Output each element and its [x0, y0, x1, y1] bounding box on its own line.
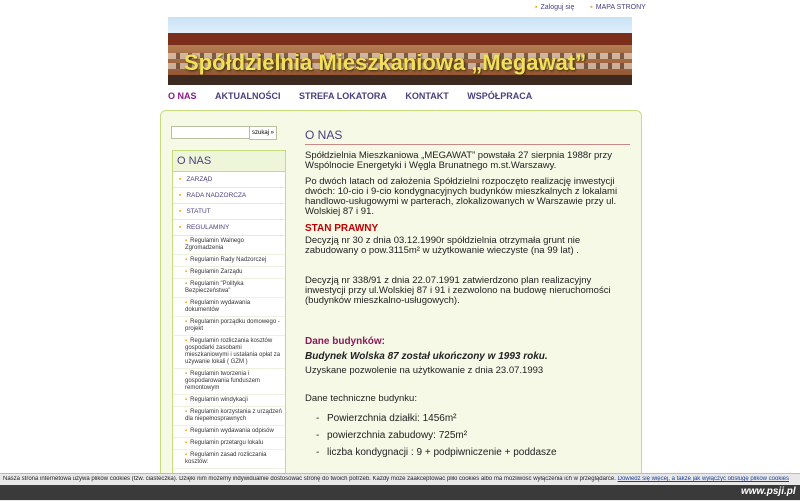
nav-item-kontakt[interactable]: KONTAKT [405, 91, 449, 101]
bullet-icon: ▪ [185, 428, 188, 434]
sidebar-subitem[interactable] [173, 426, 285, 438]
cookie-message: Nasza strona internetowa używa plików cookies (tzw. ciasteczka). Dzięki nim możemy indywidualnie dostosować stronę do twoich potrzeb. Każdy może zaakceptować pliki cookies albo ma możliwość wyłączenia ich w przeglądarce. [3, 476, 616, 482]
buildings-heading: Dane budynków: [305, 336, 386, 347]
nav-item-wspolpraca[interactable]: WSPÓŁPRACA [467, 91, 533, 101]
sidebar-item-label[interactable]: ZARZĄD [186, 176, 213, 183]
watermark-text: www.psji.pl [741, 486, 796, 497]
nav-item-strefa-lokatora[interactable]: STREFA LOKATORA [299, 91, 387, 101]
site-title: Spółdzielnia Mieszkaniowa „Megawat” [184, 50, 587, 75]
header-banner [168, 17, 632, 85]
sidebar [172, 150, 286, 482]
content-area [305, 128, 630, 461]
sidebar-subitem-label[interactable]: Regulamin wydawania odpisów [190, 428, 274, 434]
sidebar-subitem[interactable] [173, 336, 285, 369]
bullet-icon: ▪ [590, 4, 593, 11]
sidebar-subitem[interactable] [173, 438, 285, 450]
tech-list [305, 410, 630, 461]
sidebar-subitem-label[interactable]: Regulamin zasad rozliczania kosztów: [185, 452, 267, 465]
sidebar-subitem-label[interactable]: Regulamin rozliczania kosztów gospodarki zasobami mieszkaniowymi i ustalania opłat za używanie lokali ( GZM ) [185, 338, 281, 365]
bullet-icon: ▪ [179, 224, 182, 231]
sidebar-subitem[interactable] [173, 407, 285, 426]
watermark-bar [0, 485, 800, 500]
sidebar-subitem-label[interactable]: Regulamin korzystania z urządzeń dla niepełnosprawnych [185, 409, 282, 422]
bullet-icon: ▪ [185, 452, 188, 458]
sidebar-subitem[interactable] [173, 450, 285, 469]
permit-line: Uzyskane pozwolenie na użytkowanie z dnia 23.07.1993 [305, 365, 544, 376]
sidebar-subitem[interactable] [173, 279, 285, 298]
tech-heading: Dane techniczne budynku: [305, 393, 417, 404]
search-input[interactable] [171, 126, 251, 139]
bullet-icon: ▪ [185, 319, 188, 325]
legal-heading: STAN PRAWNY [305, 223, 379, 234]
tech-item: - powierzchnia zabudowy: 725m² [305, 427, 630, 444]
bullet-icon: ▪ [185, 338, 188, 344]
sitemap-link[interactable] [590, 4, 646, 11]
bullet-icon: ▪ [179, 208, 182, 215]
decision-paragraph-2: Decyzją nr 338/91 z dnia 22.07.1991 zatwierdzono plan realizacyjny inwestycji przy ul.Wolskiej 87 i 91 i zezwolono na budowę nieruchomości (budynków mieszkalno-usługowych). [305, 275, 611, 306]
intro-paragraph: Spółdzielnia Mieszkaniowa „MEGAWAT” powstała 27 sierpnia 1988r przy Wspólnocie Energetyki i Węgla Brunatnego m.st.Warszawy. [305, 150, 612, 171]
bullet-icon: ▪ [185, 269, 188, 275]
sidebar-subitem-label[interactable]: Regulamin Zarządu [190, 269, 243, 275]
sidebar-subitem-label[interactable]: Regulamin wydawania dokumentów [185, 300, 251, 313]
sidebar-subitem[interactable] [173, 369, 285, 395]
bullet-icon: ▪ [185, 300, 188, 306]
sidebar-item-label[interactable]: RADA NADZORCZA [186, 192, 247, 199]
login-link-label[interactable]: Zaloguj się [540, 4, 575, 11]
page-title: O NAS [305, 128, 630, 145]
top-links [535, 4, 660, 11]
sitemap-link-label[interactable]: MAPA STRONY [595, 4, 646, 11]
sidebar-subitem[interactable] [173, 267, 285, 279]
bullet-icon: ▪ [185, 281, 188, 287]
login-link[interactable] [535, 4, 574, 11]
main-nav [168, 91, 548, 101]
sidebar-item-label[interactable]: STATUT [186, 208, 211, 215]
sidebar-subitem-label[interactable]: Regulamin przetargu lokalu [190, 440, 264, 446]
nav-item-aktualnosci[interactable]: AKTUALNOŚCI [215, 91, 281, 101]
tech-item: - Powierzchnia działki: 1456m² [305, 410, 630, 427]
sidebar-subitem-label[interactable]: Regulamin Walnego Zgromadzenia [185, 238, 244, 251]
sidebar-subitem[interactable] [173, 236, 285, 255]
bullet-icon: ▪ [185, 238, 188, 244]
tech-item: - liczba kondygnacji : 9 + podpiwniczenie + poddasze [305, 444, 630, 461]
nav-item-o-nas[interactable]: O NAS [168, 91, 197, 101]
decision-paragraph-1: Decyzją nr 30 z dnia 03.12.1990r spółdzielnia otrzymała grunt nie zabudowany o pow.3115m² w użytkowanie wieczyste (na 99 lat) . [305, 235, 581, 256]
sidebar-subitem[interactable] [173, 317, 285, 336]
banner-roof [168, 33, 632, 45]
bullet-icon: ▪ [185, 440, 188, 446]
bullet-icon: ▪ [185, 371, 188, 377]
sidebar-item-label[interactable]: REGULAMINY [186, 224, 230, 231]
cookie-more-link[interactable]: Dowiedz się więcej, a także jak wyłączyć obsługę plików cookies [617, 476, 790, 482]
sidebar-item-regulaminy[interactable] [173, 220, 285, 236]
sidebar-item-statut[interactable] [173, 204, 285, 220]
sidebar-subitem-label[interactable]: Regulamin windykacji [190, 397, 248, 403]
bullet-icon: ▪ [185, 409, 188, 415]
sidebar-subitem[interactable] [173, 255, 285, 267]
sidebar-subitem-label[interactable]: Regulamin porządku domowego - projekt [185, 319, 280, 332]
bullet-icon: ▪ [535, 4, 538, 11]
sidebar-item-rada-nadzorcza[interactable] [173, 188, 285, 204]
bullet-icon: ▪ [185, 257, 188, 263]
cookie-text [3, 476, 798, 482]
bullet-icon: ▪ [185, 397, 188, 403]
investment-paragraph: Po dwóch latach od założenia Spółdzielni rozpoczęto realizację inwestycji dwóch: 10-cio i 9-cio kondygnacyjnych budynków mieszkalnych z lokalami handlowo-usługowymi w parterach, zlokalizowanych w Warszawie przy ul. Wolskiej 87 i 91. [305, 176, 618, 217]
sidebar-subitem[interactable] [173, 395, 285, 407]
sidebar-item-zarzad[interactable] [173, 172, 285, 188]
sidebar-subitem-label[interactable]: Regulamin Rady Nadzorczej [190, 257, 267, 263]
search-button[interactable]: szukaj » [249, 126, 277, 140]
sidebar-title: O NAS [173, 151, 285, 172]
sidebar-subitem-label[interactable]: Regulamin tworzenia i gospodarowania funduszem remontowym [185, 371, 261, 391]
sidebar-subitem-label[interactable]: Regulamin "Polityka Bezpieczeństwa" [185, 281, 244, 294]
bullet-icon: ▪ [179, 176, 182, 183]
banner-ground [168, 75, 632, 85]
sidebar-subitem[interactable] [173, 298, 285, 317]
bullet-icon: ▪ [179, 192, 182, 199]
building-completion-line: Budynek Wolska 87 został ukończony w 1993 roku. [305, 351, 548, 362]
